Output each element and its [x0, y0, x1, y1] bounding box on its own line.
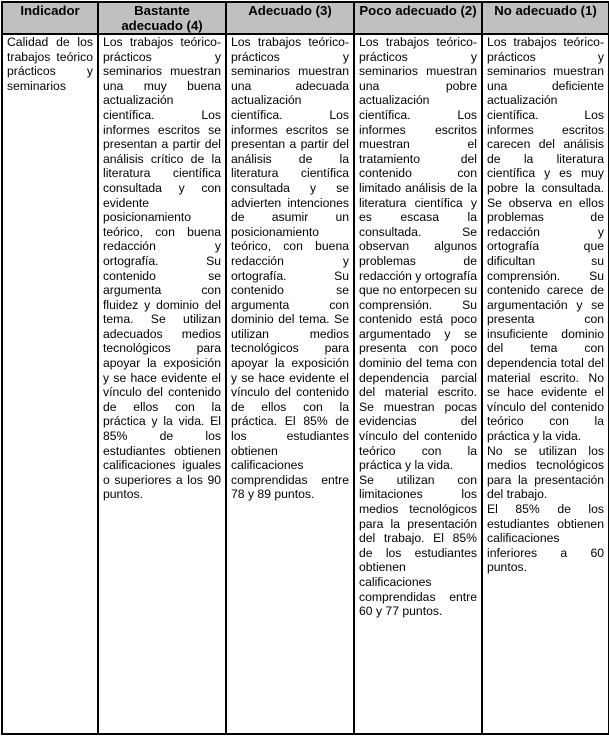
header-poco-adecuado: Poco adecuado (2) — [354, 2, 482, 34]
poco-adecuado-paragraph-2: Se utilizan con limitaciones los medios tecnológicos para la presentación del trabajo. El 85% de los estudiantes obtienen calificaciones comprendidas entre 60 y 77 puntos. — [359, 472, 477, 619]
rubric-table — [1, 1, 609, 735]
no-adecuado-paragraph-1: Los trabajos teórico- prácticos y seminarios muestran una deficiente actualización científica. Los informes escritos carecen del análisis de la literatura científica y es muy pobre la consultada. Se observa en ellos problemas de redacción y ortografía que dificultan su comprensión. Su contenido carece de argumentación y se presenta con insuficiente dominio del tema con dependencia total del material escrito. No se hace evidente el vínculo del contenido teórico con la práctica y la vida. — [487, 35, 604, 444]
header-bastante-adecuado: Bastante adecuado (4) — [98, 2, 226, 34]
cell-poco-adecuado — [354, 34, 482, 734]
table-row — [2, 34, 609, 734]
header-adecuado: Adecuado (3) — [226, 2, 354, 34]
header-no-adecuado: No adecuado (1) — [482, 2, 609, 34]
header-indicador: Indicador — [2, 2, 98, 34]
cell-indicador: Calidad de los trabajos teórico prácticos y seminarios — [2, 34, 98, 734]
cell-bastante-adecuado: Los trabajos teórico- prácticos y seminarios muestran una muy buena actualización científica. Los informes escritos se presentan a partir del análisis crítico de la literatura científica consultada y con evidente posicionamiento teórico, con buena redacción y ortografía. Su contenido se argumenta con fluidez y dominio del tema. Se utilizan adecuados medios tecnológicos para apoyar la exposición y se hace evidente el vínculo del contenido de ellos con la práctica y la vida. El 85% de los estudiantes obtienen calificaciones iguales o superiores a los 90 puntos. — [98, 34, 226, 734]
cell-adecuado: Los trabajos teórico- prácticos y seminarios muestran una adecuada actualización científica. Los informes escritos se presentan a partir del análisis de la literatura científica consultada y se advierten intenciones de asumir un posicionamiento teórico, con buena redacción y ortografía. Su contenido se argumenta con dominio del tema. Se utilizan medios tecnológicos para apoyar la exposición y se hace evidente el vínculo del contenido de ellos con la práctica. El 85% de los estudiantes obtienen calificaciones comprendidas entre 78 y 89 puntos. — [226, 34, 354, 734]
cell-no-adecuado — [482, 34, 609, 734]
no-adecuado-paragraph-2: No se utilizan los medios tecnológicos para la presentación del trabajo. — [487, 443, 604, 502]
poco-adecuado-paragraph-1: Los trabajos teórico- prácticos y seminarios muestran una pobre actualización científica. Los informes escritos muestran el tratamiento del contenido con limitado análisis de la literatura científica y es escasa la consultada. Se observan algunos problemas de redacción y ortografía que no entorpecen su comprensión. Su contenido está poco argumentado y se presenta con poco dominio del tema con dependencia parcial del material escrito. Se muestran pocas evidencias del vínculo del contenido teórico con la práctica y la vida. — [359, 35, 477, 473]
header-row — [2, 2, 609, 34]
no-adecuado-paragraph-3: El 85% de los estudiantes obtienen calificaciones inferiores a 60 puntos. — [487, 502, 604, 575]
